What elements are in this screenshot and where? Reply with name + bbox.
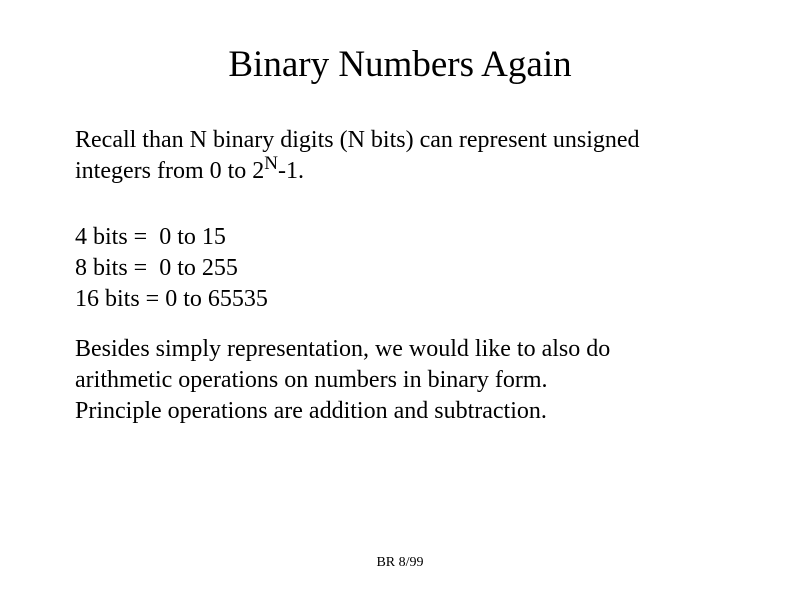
range-8-bits: 8 bits = 0 to 255 [75, 255, 238, 281]
operations-line-2: arithmetic operations on numbers in binary form. [75, 367, 548, 393]
exponent-n: N [264, 153, 279, 174]
intro-line-2 [75, 153, 765, 187]
operations-paragraph [75, 334, 765, 427]
operations-line-1: Besides simply representation, we would like to also do [75, 336, 611, 362]
range-4-bits: 4 bits = 0 to 15 [75, 224, 226, 250]
bit-ranges-list [75, 222, 765, 315]
operations-line-3: Principle operations are addition and subtraction. [75, 398, 547, 424]
intro-paragraph [75, 125, 765, 187]
slide-footer: BR 8/99 [376, 555, 424, 570]
intro-line-1: Recall than N binary digits (N bits) can represent unsigned [75, 127, 640, 153]
slide-title: Binary Numbers Again [228, 44, 572, 85]
intro-line-2-text: integers from 0 to 2 [75, 158, 265, 184]
intro-line-2-suffix: -1. [278, 158, 305, 184]
range-16-bits: 16 bits = 0 to 65535 [75, 286, 268, 312]
